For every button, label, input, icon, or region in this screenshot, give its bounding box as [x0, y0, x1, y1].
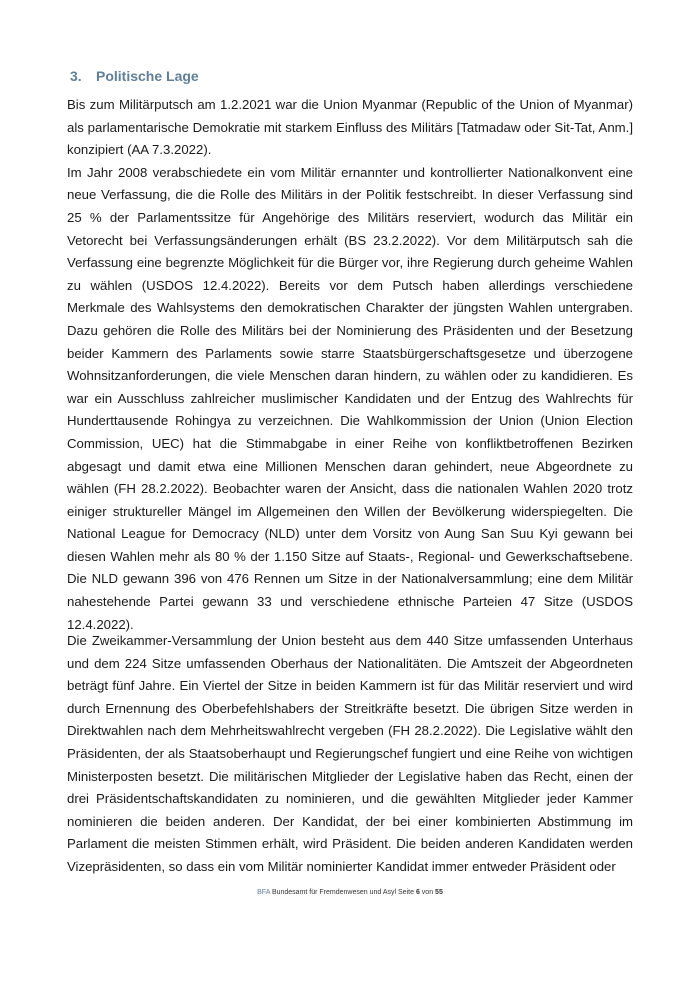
- section-number: 3.: [70, 68, 82, 84]
- paragraph-3: Die Zweikammer-Versammlung der Union besteht aus dem 440 Sitze umfassenden Unterhaus und dem 224 Sitze umfassenden Oberhaus der Nationalitäten. Die Amtszeit der Abgeordneten beträgt fünf Jahre. Ein Viertel der Sitze in beiden Kammern ist für das Militär reserviert und wird durch Ernennung des Oberbefehlshabers der Streitkräfte besetzt. Die übrigen Sitze werden in Direktwahlen nach dem Mehrheitswahlrecht vergeben (FH 28.2.2022). Die Legislative wählt den Präsidenten, der als Staatsoberhaupt und Regierungschef fungiert und eine Reihe von wichtigen Ministerposten besetzt. Die militärischen Mitglieder der Legislative haben das Recht, einen der drei Präsidentschaftskandidaten zu nominieren, und die gewählten Mitglieder jeder Kammer nominieren die beiden anderen. Der Kandidat, der bei einer kombinierten Abstimmung im Parlament die meisten Stimmen erhält, wird Präsident. Die beiden anderen Kandidaten werden Vizepräsidenten, so dass ein vom Militär nominierter Kandidat immer entweder Präsident oder: [67, 633, 633, 874]
- section-heading: [70, 68, 199, 84]
- footer-page-word: Seite: [398, 889, 414, 896]
- footer-page-total: 55: [435, 889, 443, 896]
- footer-org: Bundesamt für Fremdenwesen und Asyl: [271, 889, 397, 896]
- page-footer: [0, 889, 700, 896]
- paragraph-1: Bis zum Militärputsch am 1.2.2021 war die Union Myanmar (Republic of the Union of Myanmar) als parlamentarische Demokratie mit starkem Einfluss des Militärs [Tatmadaw oder Sit-Tat, Anm.] konzipiert (AA 7.3.2022).: [67, 97, 633, 158]
- body-text-block-1: [67, 94, 633, 636]
- paragraph-2: Im Jahr 2008 verabschiedete ein vom Militär ernannter und kontrollierter Nationalkonvent eine neue Verfassung, die die Rolle des Militärs in der Politik festschreibt. In dieser Verfassung sind 25 % der Parlamentssitze für Angehörige des Militärs reserviert, wodurch das Militär ein Vetorecht bei Verfassungsänderungen erhält (BS 23.2.2022). Vor dem Militärputsch sah die Verfassung eine begrenzte Möglichkeit für die Bürger vor, ihre Regierung durch geheime Wahlen zu wählen (USDOS 12.4.2022). Bereits vor dem Putsch haben allerdings verschiedene Merkmale des Wahlsystems den demokratischen Charakter der jüngsten Wahlen untergraben. Dazu gehören die Rolle des Militärs bei der Nominierung des Präsidenten und der Besetzung beider Kammern des Parlaments sowie starre Staatsbürgerschaftsgesetze und überzogene Wohnsitzanforderungen, die viele Menschen daran hindern, zu wählen oder zu kandidieren. Es war ein Ausschluss zahlreicher muslimischer Kandidaten und der Entzug des Wahlrechts für Hunderttausende Rohingya zu verzeichnen. Die Wahlkommission der Union (Union Election Commission, UEC) hat die Stimmabgabe in einer Reihe von konfliktbetroffenen Bezirken abgesagt und damit etwa eine Millionen Menschen daran gehindert, neue Abgeordnete zu wählen (FH 28.2.2022). Beobachter waren der Ansicht, dass die nationalen Wahlen 2020 trotz einiger struktureller Mängel im Allgemeinen den Willen der Bevölkerung widerspiegelten. Die National League for Democracy (NLD) unter dem Vorsitz von Aung San Suu Kyi gewann bei diesen Wahlen mehr als 80 % der 1.150 Sitze auf Staats-, Regional- und Gewerkschaftsebene. Die NLD gewann 396 von 476 Rennen um Sitze in der Nationalversammlung; eine dem Militär nahestehende Partei gewann 33 und verschiedene ethnische Parteien 47 Sitze (USDOS 12.4.2022).: [67, 164, 633, 632]
- footer-abbr: BFA: [257, 889, 270, 896]
- footer-page-number: 6: [415, 889, 420, 896]
- section-title: Politische Lage: [96, 68, 199, 84]
- body-text-block-2: [67, 630, 633, 879]
- footer-of-word: von: [421, 889, 434, 896]
